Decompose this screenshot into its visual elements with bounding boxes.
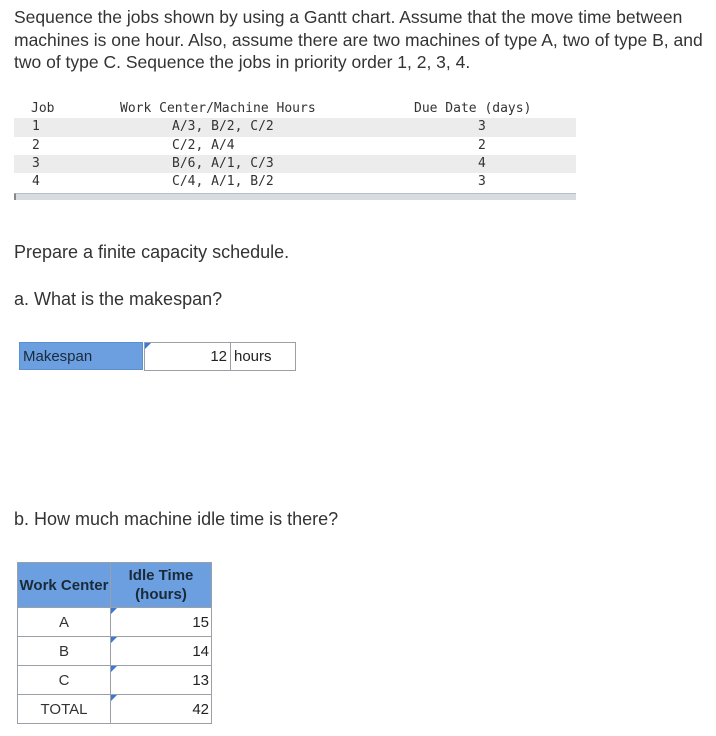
makespan-unit: hours	[231, 342, 296, 371]
idle-time-value: 15	[192, 613, 209, 631]
job-number: 3	[32, 155, 40, 171]
idle-time-input[interactable]	[111, 695, 212, 724]
job-number: 4	[32, 174, 40, 190]
header-work-center: Work Center	[18, 563, 111, 608]
job-routing: C/4, A/1, B/2	[172, 174, 274, 190]
answer-marker-icon	[145, 343, 151, 349]
idle-table-header	[18, 563, 212, 608]
job-routing: A/3, B/2, C/2	[172, 119, 274, 135]
table-row	[18, 695, 212, 724]
idle-time-value: 13	[192, 671, 209, 689]
part-a-question: a. What is the makespan?	[14, 289, 223, 309]
idle-time-value: 42	[192, 700, 209, 718]
table-row	[14, 155, 576, 173]
table-row	[14, 137, 576, 155]
idle-time-input[interactable]	[111, 608, 212, 637]
job-number: 2	[32, 137, 40, 153]
answer-marker-icon	[111, 666, 117, 672]
jobs-table-header	[14, 100, 576, 118]
makespan-value: 12	[210, 348, 227, 365]
prepare-text: Prepare a finite capacity schedule.	[14, 242, 290, 262]
question-text: Sequence the jobs shown by using a Gantt chart. Assume that the move time between machines is one hour. Also, assume there are two machines of type A, two of type B, and two of type C. Sequence the jobs in priority order 1, 2, 3, 4.	[14, 7, 703, 72]
idle-time-table	[17, 562, 212, 724]
answer-marker-icon	[111, 608, 117, 614]
header-due-date: Due Date (days)	[414, 101, 532, 116]
answer-marker-icon	[111, 695, 117, 701]
header-job: Job	[31, 101, 55, 116]
jobs-table	[14, 100, 576, 200]
table-row	[14, 173, 576, 191]
answer-marker-icon	[111, 637, 117, 643]
job-routing: C/2, A/4	[172, 137, 235, 153]
work-center-name: TOTAL	[18, 695, 111, 724]
table-scrollbar[interactable]	[14, 193, 576, 200]
idle-time-value: 14	[192, 642, 209, 660]
table-row	[14, 118, 576, 136]
job-routing: B/6, A/1, C/3	[172, 155, 274, 171]
table-row	[18, 608, 212, 637]
job-due: 3	[478, 119, 486, 135]
job-due: 3	[478, 174, 486, 190]
table-row	[18, 637, 212, 666]
header-work-center: Work Center/Machine Hours	[120, 101, 316, 116]
makespan-input[interactable]	[144, 342, 231, 371]
makespan-label: Makespan	[19, 342, 143, 370]
work-center-name: C	[18, 666, 111, 695]
work-center-name: A	[18, 608, 111, 637]
job-due: 2	[478, 137, 486, 153]
header-idle-time: Idle Time (hours)	[111, 563, 212, 608]
work-center-name: B	[18, 637, 111, 666]
part-b-question: b. How much machine idle time is there?	[14, 509, 339, 529]
idle-time-input[interactable]	[111, 637, 212, 666]
job-number: 1	[32, 119, 40, 135]
table-row	[18, 666, 212, 695]
job-due: 4	[478, 155, 486, 171]
idle-time-input[interactable]	[111, 666, 212, 695]
